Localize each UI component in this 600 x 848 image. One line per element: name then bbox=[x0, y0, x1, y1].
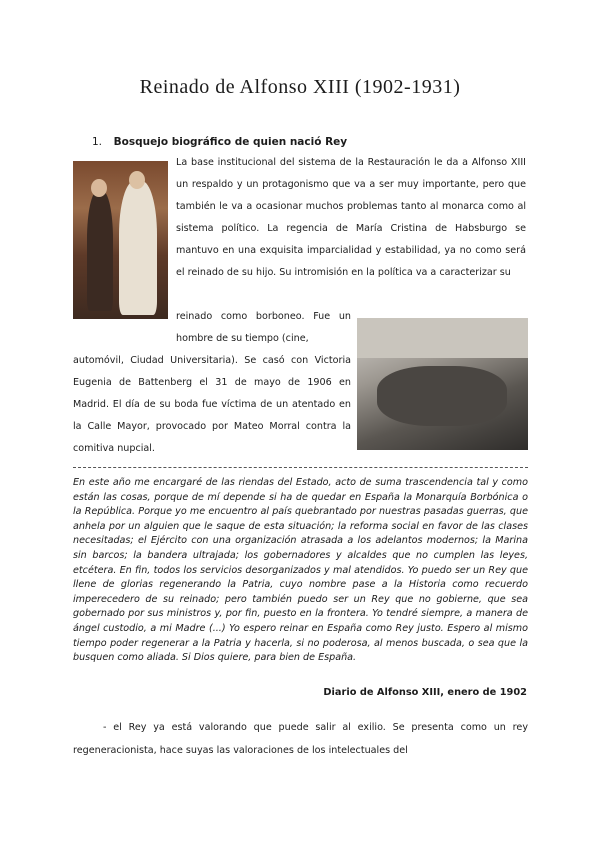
paragraph-2: reinado como borboneo. Fue un hombre de su tiempo (cine, bbox=[176, 311, 351, 344]
queen-dress-figure bbox=[119, 181, 157, 315]
section-heading bbox=[92, 136, 347, 148]
section-number: 1. bbox=[92, 136, 103, 148]
portrait-photo bbox=[73, 161, 168, 319]
section-heading-text: Bosquejo biográfico de quien nació Rey bbox=[113, 136, 348, 148]
page-title: Reinado de Alfonso XIII (1902-1931) bbox=[139, 76, 461, 98]
paragraph-1: La base institucional del sistema de la Restauración le da a Alfonso XIII un respaldo y un protagonismo que va a ser muy importante, pero que también le va a ocasionar muchos problemas tanto al monarca como al sistema político. La regencia de María Cristina de Habsburgo se mantuvo en una exquisita imparcialidad y estabilidad, ya no como será el reinado de su hijo. Su intromisión en la política va a caracterizar su bbox=[176, 157, 526, 278]
street-attack-photo bbox=[357, 318, 528, 450]
queen-face bbox=[129, 171, 145, 189]
boy-face bbox=[91, 179, 107, 197]
building-facade bbox=[357, 318, 528, 358]
boy-king-figure bbox=[87, 191, 113, 311]
crowd-area bbox=[377, 366, 507, 426]
paragraph-4: - el Rey ya está valorando que puede salir al exilio. Se presenta como un rey regeneracionista, hace suyas las valoraciones de los intelectuales del bbox=[73, 722, 528, 756]
diary-quote: En este año me encargaré de las riendas del Estado, acto de suma trascendencia tal y como están las cosas, porque de mí depende si ha de quedar en España la Monarquía Borbónica o la República. Porque yo me encuentro al país quebrantado por nuestras pasadas guerras, que anhela por un alguien que le saque de esta situación; la reforma social en favor de las clases necesitadas; el Ejército con una organización atrasada a los adelantos modernos; la Marina sin barcos; la bandera ultrajada; los gobernadores y alcaldes que no cumplen las leyes, etcétera. En fin, todos los servicios desorganizados y mal atendidos. Yo puedo ser un Rey que llene de glorias regenerando la Patria, cuyo nombre pase a la Historia como recuerdo imperecedero de su reinado; pero también puedo ser un Rey que no gobierne, que sea gobernado por sus ministros y, por fin, puesto en la frontera. Yo tendré siempre, a manera de ángel custodio, a mi Madre (...) Yo espero reinar en España como Rey justo. Espero al mismo tiempo poder regenerar a la Patria y hacerla, si no poderosa, al menos buscada, o sea que la busquen como aliada. Si Dios quiere, para bien de España. bbox=[73, 477, 528, 664]
paragraph-3: automóvil, Ciudad Universitaria). Se casó con Victoria Eugenia de Battenberg el 31 de mayo de 1906 en Madrid. El día de su boda fue víctima de un atentado en la Calle Mayor, provocado por Mateo Morral contra la comitiva nupcial. bbox=[73, 355, 351, 454]
quote-attribution: Diario de Alfonso XIII, enero de 1902 bbox=[323, 687, 527, 698]
dashed-divider bbox=[73, 467, 528, 468]
